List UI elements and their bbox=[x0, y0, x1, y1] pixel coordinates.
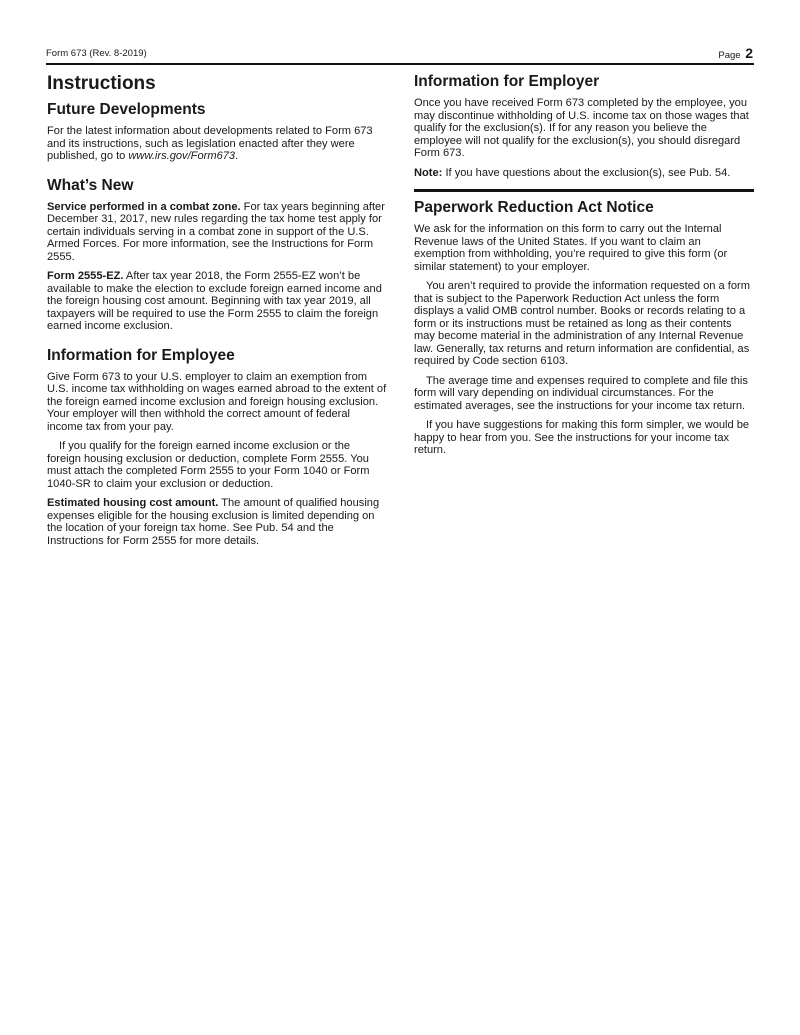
employee-heading: Information for Employee bbox=[47, 346, 235, 364]
paperwork-paragraph-1: We ask for the information on this form to carry out the Internal Revenue laws of the United States. If you want to claim an exemption from withholding, you’re required to give this form (or similar statement) to your employer. bbox=[414, 223, 728, 273]
form-id: Form 673 (Rev. 8-2019) bbox=[46, 48, 147, 59]
irs-form673-link[interactable]: www.irs.gov/Form673 bbox=[128, 150, 236, 162]
paperwork-section bbox=[414, 198, 754, 457]
employer-section bbox=[414, 72, 754, 179]
paperwork-paragraph-3: The average time and expenses required to complete and file this form will vary depending on individual circumstances. For the estimated averages, see the instructions for your income tax return. bbox=[414, 374, 748, 412]
employer-paragraph: Once you have received Form 673 completed by the employee, you may discontinue withholding of U.S. income tax on those wages that qualify for the exclusion(s). If for any reason you believe the employee will not qualify for the exclusion(s), you should disregard Form 673. bbox=[414, 97, 749, 159]
header-rule bbox=[46, 63, 754, 65]
employee-paragraph-1: Give Form 673 to your U.S. employer to claim an exemption from U.S. income tax withholding on wages earned abroad to the extent of the foreign earned income exclusion and foreign housing exclusion. Your employer will then withhold the correct amount of federal income tax from your pay. bbox=[47, 370, 387, 433]
employee-paragraph-2: If you qualify for the foreign earned income exclusion or the foreign housing exclusion or deduction, complete Form 2555. You must attach the completed Form 2555 to your Form 1040 or Form 1040-SR to claim your exclusion or deduction. bbox=[47, 440, 370, 490]
future-developments-heading: Future Developments bbox=[47, 101, 206, 118]
page-label: Page bbox=[718, 50, 741, 61]
form-2555-ez-paragraph: Form 2555-EZ. After tax year 2018, the Form 2555-EZ won’t be available to make the election to exclude foreign earned income and the foreign housing cost amount. Beginning with tax year 2019, all taxpayers will be required to use the Form 2555 to claim the foreign earned income exclusion. bbox=[47, 270, 382, 332]
future-developments-section bbox=[47, 100, 387, 163]
left-column bbox=[47, 68, 387, 560]
employer-note: Note: If you have questions about the exclusion(s), see Pub. 54. bbox=[414, 166, 731, 179]
paperwork-heading: Paperwork Reduction Act Notice bbox=[414, 199, 654, 216]
whats-new-section bbox=[47, 176, 387, 333]
employer-heading: Information for Employer bbox=[414, 73, 600, 90]
employee-section bbox=[47, 346, 387, 548]
paperwork-paragraph-2: You aren’t required to provide the information requested on a form that is subject to the Paperwork Reduction Act unless the form displays a valid OMB control number. Books or records relating to a form or its instructions must be retained as long as their contents may become material in the administration of any Internal Revenue law. Generally, tax returns and return information are confidential, as required by Code section 6103. bbox=[414, 280, 750, 367]
whats-new-heading: What’s New bbox=[47, 176, 134, 194]
instructions-title: Instructions bbox=[47, 73, 156, 94]
right-column bbox=[414, 68, 754, 464]
page-number: 2 bbox=[745, 45, 753, 61]
future-developments-text: For the latest information about developments related to Form 673 and its instructions, such as legislation enacted after they were published, go to www.irs.gov/Form673. bbox=[47, 125, 373, 162]
paperwork-paragraph-4: If you have suggestions for making this form simpler, we would be happy to hear from you. See the instructions for your income tax return. bbox=[414, 419, 750, 456]
page-indicator bbox=[718, 45, 753, 61]
section-divider bbox=[414, 189, 754, 192]
housing-cost-paragraph: Estimated housing cost amount. The amount of qualified housing expenses eligible for the housing exclusion is limited depending on the location of your foreign tax home. See Pub. 54 and the Instructions for Form 2555 for more details. bbox=[47, 497, 380, 547]
combat-zone-paragraph: Service performed in a combat zone. For tax years beginning after December 31, 2017, new rules regarding the tax home test apply for certain individuals serving in a combat zone in support of the U.S. Armed Forces. For more information, see the Instructions for Form 2555. bbox=[47, 200, 385, 263]
